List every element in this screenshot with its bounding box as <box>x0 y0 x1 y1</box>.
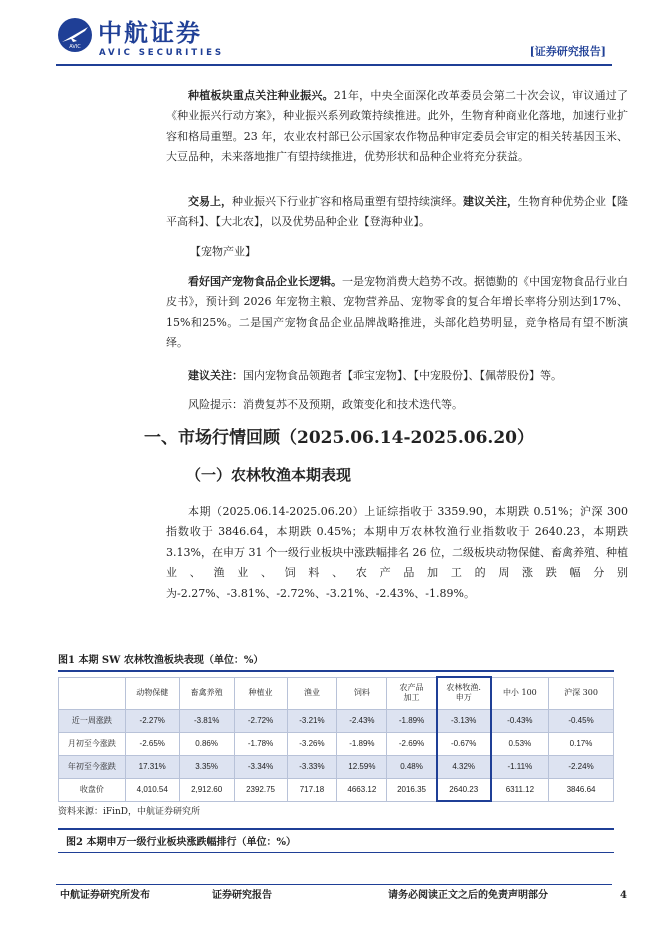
plane-icon <box>58 18 92 52</box>
table-cell: -3.26% <box>287 732 337 755</box>
paragraph-lead: 种植板块重点关注种业振兴。 <box>188 89 334 102</box>
figure1-source: 资料来源：iFinD，中航证券研究所 <box>58 807 201 817</box>
table-cell: -1.89% <box>387 709 437 732</box>
figure2-top-rule <box>58 828 614 830</box>
footer-publisher: 中航证券研究所发布 <box>60 890 150 901</box>
footer-disclaimer: 请务必阅读正文之后的免责声明部分 <box>388 890 548 901</box>
table-row <box>59 732 614 755</box>
table-cell: -3.81% <box>179 709 234 732</box>
table-cell: 3846.64 <box>549 778 614 801</box>
table-cell: 2392.75 <box>234 778 287 801</box>
pet-industry-heading: 【宠物产业】 <box>190 245 256 258</box>
column-header: 农林牧渔. 申万 <box>437 677 491 709</box>
footer-report-type: 证券研究报告 <box>212 890 272 901</box>
table-cell: -0.67% <box>437 732 491 755</box>
table-cell: 17.31% <box>125 755 179 778</box>
table-cell: 6311.12 <box>491 778 549 801</box>
row-label: 收盘价 <box>59 778 126 801</box>
sector-performance-table <box>58 676 614 802</box>
table-row <box>59 755 614 778</box>
page-header <box>0 0 662 68</box>
section-heading: 一、市场行情回顾（2025.06.14-2025.06.20） <box>144 428 534 448</box>
column-header: 动物保健 <box>125 677 179 709</box>
paragraph-lead: 交易上， <box>188 195 232 208</box>
row-label: 年初至今涨跌 <box>59 755 126 778</box>
table-cell: -2.24% <box>549 755 614 778</box>
column-header: 渔业 <box>287 677 337 709</box>
figure1-rule <box>58 670 614 672</box>
paragraph-lead: 建议关注， <box>463 195 518 208</box>
figure2-title: 图2 本期申万一级行业板块涨跌幅排行（单位：%） <box>66 837 296 848</box>
table-cell: 4.32% <box>437 755 491 778</box>
table-cell: -3.13% <box>437 709 491 732</box>
column-header: 中小 100 <box>491 677 549 709</box>
table-cell: 0.53% <box>491 732 549 755</box>
table-cell: 2016.35 <box>387 778 437 801</box>
paragraph-text: 国内宠物食品领跑者【乖宝宠物】、【中宠股份】、【佩蒂股份】等。 <box>243 369 562 382</box>
table-cell: 4,010.54 <box>125 778 179 801</box>
table-cell: -3.33% <box>287 755 337 778</box>
table-corner-cell <box>59 677 126 709</box>
paragraph-lead: 看好国产宠物食品企业长逻辑。 <box>188 275 342 288</box>
table-cell: -3.34% <box>234 755 287 778</box>
table-cell: -3.21% <box>287 709 337 732</box>
table-cell: -2.69% <box>387 732 437 755</box>
page-number: 4 <box>620 890 627 901</box>
table-cell: -2.72% <box>234 709 287 732</box>
column-header: 畜禽养殖 <box>179 677 234 709</box>
column-header: 农产品 加工 <box>387 677 437 709</box>
table-cell: 0.86% <box>179 732 234 755</box>
table-cell: 0.48% <box>387 755 437 778</box>
paragraph-text: 21年，中央全面深化改革委员会第二十次会议，审议通过了《种业振兴行动方案》，种业振兴系列政策持续推进。此外，生物育种商业化落地，加速行业扩容和格局重塑。23 年，农业农村部已公示国家农作物品种审定委员会审定的相关转基因玉米、大豆品种，未来落地推广有望持续推进，优势形状和品种企业将充分获益。 <box>166 89 629 164</box>
column-header: 种植业 <box>234 677 287 709</box>
paragraph-lead: 建议关注： <box>188 369 243 382</box>
paragraph-pet-food <box>166 272 628 354</box>
table-row <box>59 778 614 801</box>
paragraph-text: 本期（2025.06.14-2025.06.20）上证综指收于 3359.90，本期跌 0.51%；沪深 300 指数收于 3846.64，本期跌 0.45%；本期申万农林牧渔行业指数收于 2640.23，本期跌 3.13%，在申万 31 个一级行业板块中涨跌幅排名 26 位，二级板块动物保健、畜禽养殖、种植业、渔业、饲料、农产品加工的周涨跌幅分别为-2.27%、-3.81%、-2.72%、-3.21%、-2.43%、-1.89%。 <box>166 505 628 600</box>
paragraph-pet-recommend <box>166 366 628 386</box>
table-cell: -2.27% <box>125 709 179 732</box>
table-cell: 4663.12 <box>337 778 387 801</box>
column-header: 饲料 <box>337 677 387 709</box>
figure1-title: 图1 本期 SW 农林牧渔板块表现（单位：%） <box>58 655 264 666</box>
table-cell: -1.11% <box>491 755 549 778</box>
table-cell: -0.45% <box>549 709 614 732</box>
paragraph-market-review <box>166 502 628 604</box>
table-cell: -0.43% <box>491 709 549 732</box>
paragraph-seed-industry <box>166 86 628 168</box>
paragraph-text: 一是宠物消费大趋势不改。据德勤的《中国宠物食品行业白皮书》，预计到 2026 年宠物主粮、宠物营养品、宠物零食的复合年增长率将分别达到17%、15%和25%。二是国产宠物食品企业品牌战略推进，头部化趋势明显，竞争格局有望不断演绎。 <box>166 275 628 350</box>
row-label: 近一周涨跌 <box>59 709 126 732</box>
table-cell: 12.59% <box>337 755 387 778</box>
paragraph-text: 种业振兴下行业扩容和格局重塑有望持续演绎。 <box>232 195 463 208</box>
table-cell: 717.18 <box>287 778 337 801</box>
subsection-heading: （一）农林牧渔本期表现 <box>186 466 352 484</box>
brand-name-en: AVIC SECURITIES <box>99 48 224 58</box>
table-cell: 2,912.60 <box>179 778 234 801</box>
table-cell: 0.17% <box>549 732 614 755</box>
paragraph-trading <box>166 192 628 233</box>
row-label: 月初至今涨跌 <box>59 732 126 755</box>
logo-text: AVIC <box>69 44 81 50</box>
paragraph-text: 生物育种优势企业【隆平高科】、【大北农】，以及优势品种企业【登海种业】。 <box>166 195 628 229</box>
table-cell: -2.43% <box>337 709 387 732</box>
avic-logo <box>58 18 92 52</box>
table-cell: -2.65% <box>125 732 179 755</box>
header-divider <box>56 64 612 66</box>
table-cell: 2640.23 <box>437 778 491 801</box>
table-cell: 3.35% <box>179 755 234 778</box>
paragraph-text: 风险提示：消费复苏不及预期，政策变化和技术迭代等。 <box>188 398 463 411</box>
table-cell: -1.89% <box>337 732 387 755</box>
footer-divider <box>56 884 612 885</box>
figure2-rule <box>58 852 614 853</box>
table-header-row <box>59 677 614 709</box>
brand-name: 中航证券 <box>98 19 202 47</box>
report-type-tag: [证券研究报告] <box>529 45 606 58</box>
column-header: 沪深 300 <box>549 677 614 709</box>
table-cell: -1.78% <box>234 732 287 755</box>
table-row <box>59 709 614 732</box>
paragraph-risk <box>166 395 628 415</box>
